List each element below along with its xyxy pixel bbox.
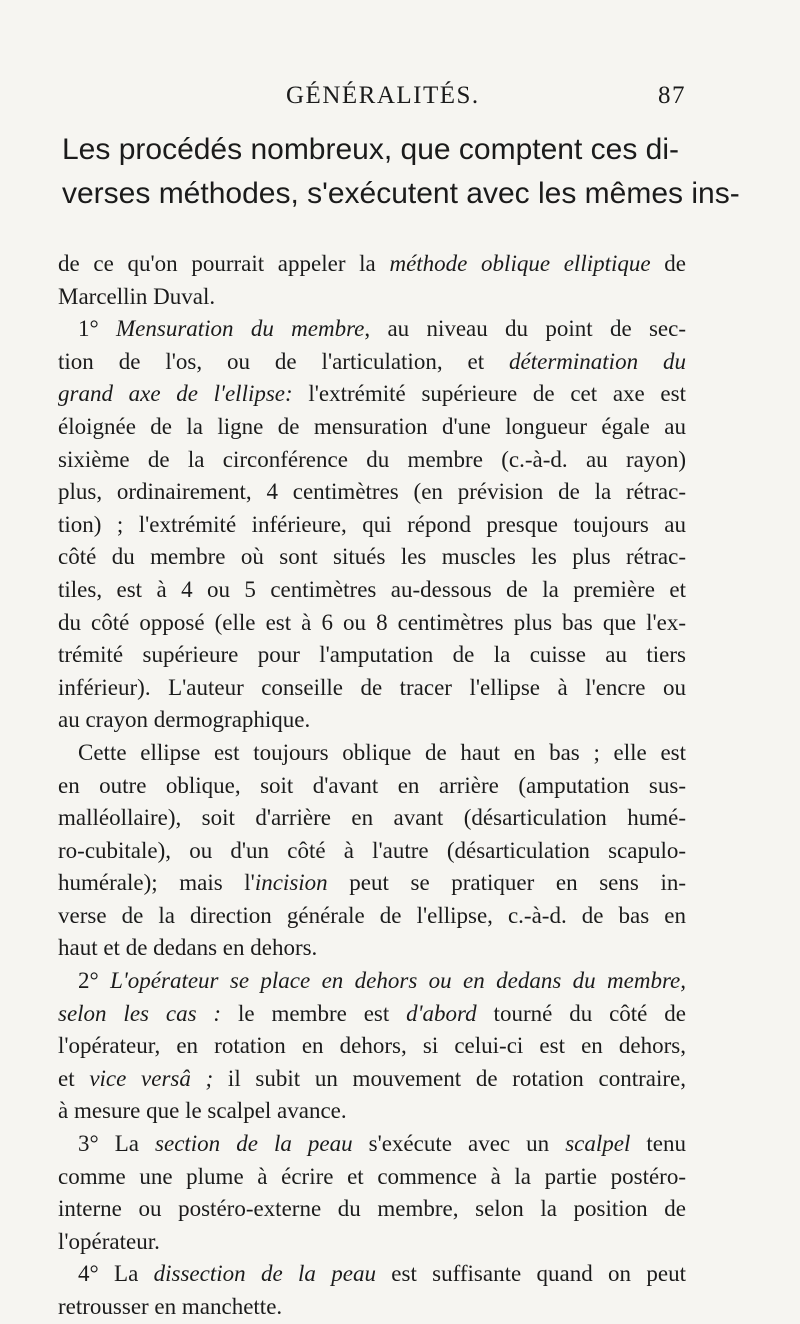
text-line: à mesure que le scalpel avance. <box>58 1098 347 1124</box>
text-line: comme une plume à écrire et commence à la partie postéro- <box>58 1163 686 1189</box>
emphasis: d'abord <box>406 1000 477 1026</box>
text-line: et vice versâ ; il subit un mouvement de rotation contraire, <box>58 1065 686 1091</box>
text-line: interne ou postéro-externe du membre, selon la position de <box>58 1196 686 1222</box>
text-line: l'opérateur. <box>58 1228 160 1254</box>
running-header <box>246 82 686 122</box>
text-line: tiles, est à 4 ou 5 centimètres au-dessous de la première et <box>58 576 686 602</box>
text-line: sixième de la circonférence du membre (c.-à-d. au rayon) <box>58 446 686 472</box>
text-line: 2° L'opérateur se place en dehors ou en dedans du membre, <box>78 968 686 994</box>
emphasis: scalpel <box>565 1131 631 1157</box>
emphasis: détermination du <box>509 348 686 374</box>
intro-paragraph <box>60 128 740 216</box>
text-line: plus, ordinairement, 4 centimètres (en prévision de la rétrac- <box>58 479 686 505</box>
emphasis: incision <box>254 870 328 896</box>
emphasis: Mensuration du membre <box>116 316 365 342</box>
emphasis: méthode oblique elliptique <box>389 251 651 276</box>
text-line: verse de la direction générale de l'ellipse, c.-à-d. de bas en <box>58 902 686 928</box>
intro-line: Les procédés nombreux, que comptent ces di- <box>62 133 680 166</box>
text-line: ro-cubitale), ou d'un côté à l'autre (désarticulation scapulo- <box>58 837 686 863</box>
text-line: trémité supérieure pour l'amputation de la cuisse au tiers <box>58 642 686 668</box>
text-line: au crayon dermographique. <box>58 707 311 733</box>
text-line: du côté opposé (elle est à 6 ou 8 centimètres plus bas que l'ex- <box>58 609 686 635</box>
text-line: selon les cas : le membre est d'abord tourné du côté de <box>58 1000 686 1026</box>
text-line: côté du membre où sont situés les muscles les plus rétrac- <box>58 544 686 570</box>
text-line: en outre oblique, soit d'avant en arrière (amputation sus- <box>58 772 686 798</box>
text-line: haut et de dedans en dehors. <box>58 935 318 961</box>
text-line: Cette ellipse est toujours oblique de haut en bas ; elle est <box>78 739 686 765</box>
text-line: malléollaire), soit d'arrière en avant (désarticulation humé- <box>58 805 686 831</box>
text-line: 3° La section de la peau s'exécute avec un scalpel tenu <box>78 1131 686 1157</box>
text-line: humérale); mais l'incision peut se pratiquer en sens in- <box>58 870 686 896</box>
text-line: retrousser en manchette. <box>58 1294 283 1319</box>
emphasis: dissection de la peau <box>153 1261 376 1287</box>
text-line: inférieur). L'auteur conseille de tracer l'ellipse à l'encre ou <box>58 674 686 700</box>
text-line: éloignée de la ligne de mensuration d'une longueur égale au <box>58 413 686 439</box>
page-number: 87 <box>658 82 686 109</box>
emphasis: section de la peau <box>155 1131 353 1157</box>
text-line: tion) ; l'extrémité inférieure, qui répond presque toujours au <box>58 511 686 537</box>
text-line: grand axe de l'ellipse: l'extrémité supérieure de cet axe est <box>58 381 686 407</box>
text-line: tion de l'os, ou de l'articulation, et détermination du <box>58 348 686 374</box>
emphasis: L'opérateur se place en dehors ou en dedans du membre, <box>110 968 686 994</box>
text-line: l'opérateur, en rotation en dehors, si celui-ci est en dehors, <box>58 1033 686 1059</box>
text-line: de ce qu'on pourrait appeler la méthode oblique elliptique de <box>58 251 686 276</box>
intro-line: verses méthodes, s'exécutent avec les mêmes ins- <box>62 177 740 210</box>
chapter-title: GÉNÉRALITÉS. <box>286 82 480 109</box>
emphasis: vice versâ ; <box>89 1065 214 1091</box>
body-text <box>58 248 686 1324</box>
text-line: 4° La dissection de la peau est suffisante quand on peut <box>78 1261 686 1287</box>
text-line: Marcellin Duval. <box>58 283 216 309</box>
emphasis: selon les cas : <box>58 1000 222 1026</box>
text-line: 1° Mensuration du membre, au niveau du point de sec- <box>78 316 686 342</box>
emphasis: grand axe de l'ellipse: <box>58 381 293 407</box>
